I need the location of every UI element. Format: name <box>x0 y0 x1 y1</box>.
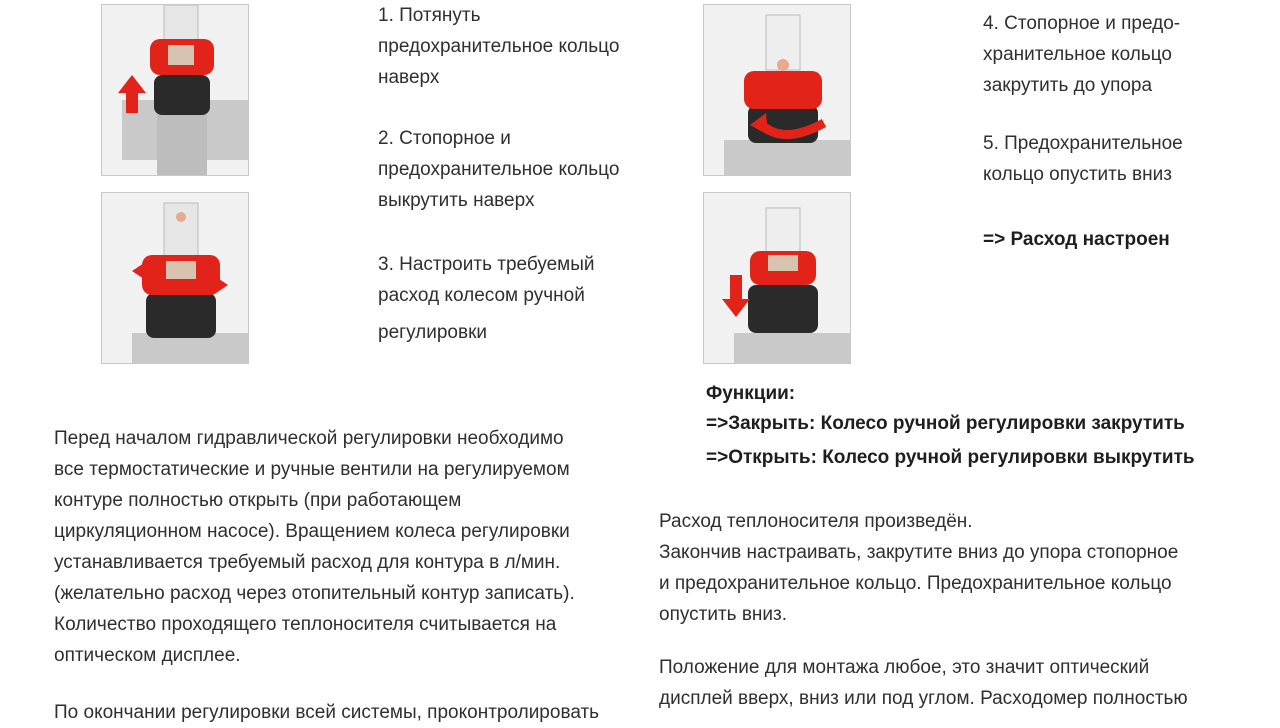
right-paragraph-2: Положение для монтажа любое, это значит оптический дисплей вверх, вниз или под углом. Расходомер полностью <box>659 657 1188 709</box>
step-2-text: 2. Стопорное и предохранительное кольцо выкрутить наверх <box>378 128 620 211</box>
step5-illustration <box>703 192 851 364</box>
step4-illustration <box>703 4 851 176</box>
function-open: =>Открыть: Колесо ручной регулировки выкрутить <box>706 447 1195 468</box>
left-paragraph-2: По окончании регулировки всей системы, проконтролировать <box>54 702 600 723</box>
step1-illustration <box>101 4 249 176</box>
step2-illustration <box>101 192 249 364</box>
left-paragraph-1: Перед началом гидравлической регулировки необходимо все термостатические и ручные вентили на регулируемом контуре полностью открыть (при работающем циркуляционном насосе). Вращением колеса регулировки устанавливается требуемый расход для контура в л/мин. (желательно расход через отопительный контур записать). Количество проходящего теплоносителя считывается на оптическом дисплее. <box>54 428 575 666</box>
right-paragraph-1: Расход теплоносителя произведён. Закончив настраивать, закрутите вниз до упора стопорное и предохранительное кольцо. Предохранительное кольцо опустить вниз. <box>659 511 1179 625</box>
step-4-text: 4. Стопорное и предо- хранительное кольцо закрутить до упора <box>983 13 1181 96</box>
red-arrow-down-icon <box>722 275 750 317</box>
step-1-text: 1. Потянуть предохранительное кольцо наверх <box>378 5 620 88</box>
step-3-text: 3. Настроить требуемый расход колесом ручной регулировки <box>378 254 595 343</box>
step-5-text: 5. Предохранительное кольцо опустить вниз <box>983 133 1183 185</box>
functions-title: Функции: <box>706 383 796 404</box>
function-close: =>Закрыть: Колесо ручной регулировки закрутить <box>706 413 1185 434</box>
result-text: => Расход настроен <box>983 229 1170 250</box>
